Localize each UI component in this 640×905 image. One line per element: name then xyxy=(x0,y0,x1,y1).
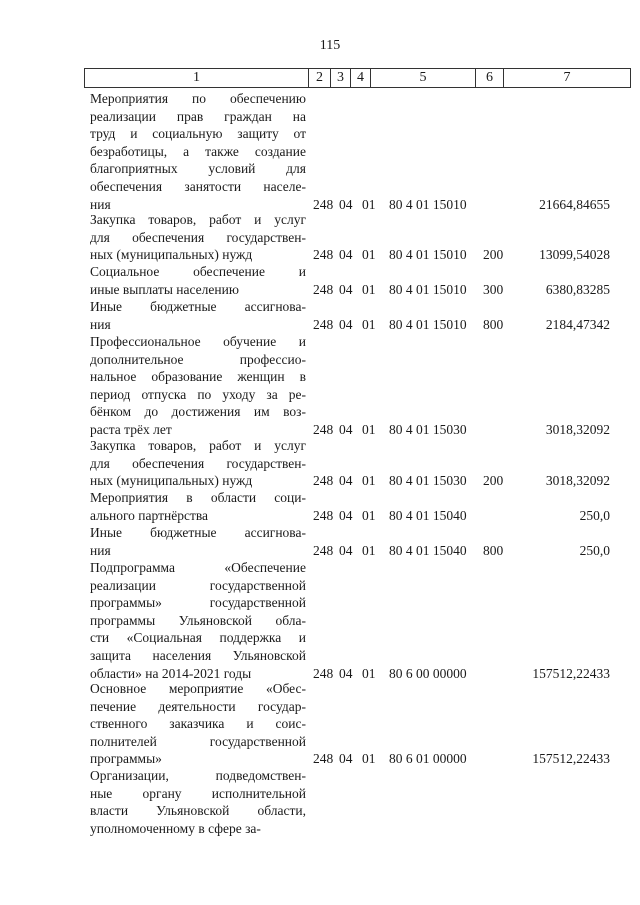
description-line: Мероприятия по обеспечению xyxy=(90,91,306,106)
cell-subsection: 01 xyxy=(362,507,376,523)
cell-target-article: 80 6 00 00000 xyxy=(389,665,467,681)
cell-grbs: 248 xyxy=(313,281,334,297)
cell-subsection: 01 xyxy=(362,316,376,332)
cell-target-article: 80 4 01 15040 xyxy=(389,542,467,558)
table-row xyxy=(0,90,640,213)
description-line: программы Ульяновской обла- xyxy=(90,612,306,628)
table-row xyxy=(0,333,640,439)
cell-grbs: 248 xyxy=(313,507,334,523)
description-line: труд и социальную защиту от xyxy=(90,126,306,142)
table-header xyxy=(84,68,631,88)
cell-target-article: 80 6 01 00000 xyxy=(389,751,467,767)
description-line: Подпрограмма «Обеспечение xyxy=(90,560,306,575)
description-line: Закупка товаров, работ и услуг xyxy=(90,212,306,227)
cell-section: 04 xyxy=(339,473,353,489)
cell-section: 04 xyxy=(339,281,353,297)
description-line: уполномоченному в сфере за- xyxy=(90,820,261,836)
description-line: власти Ульяновской области, xyxy=(90,803,306,819)
description-line: ния xyxy=(90,196,111,212)
description-line: реализации государственной xyxy=(90,577,306,593)
description-line: Мероприятия в области соци- xyxy=(90,490,306,505)
description-line: Закупка товаров, работ и услуг xyxy=(90,438,306,453)
description-line: реализации прав граждан на xyxy=(90,108,306,124)
table-row xyxy=(0,298,640,333)
cell-section: 04 xyxy=(339,751,353,767)
cell-target-article: 80 4 01 15040 xyxy=(389,507,467,523)
cell-section: 04 xyxy=(339,542,353,558)
cell-target-article: 80 4 01 15030 xyxy=(389,422,467,437)
cell-expense-type: 300 xyxy=(483,281,504,297)
table-row xyxy=(0,489,640,524)
header-col-1: 1 xyxy=(85,69,309,87)
header-col-4: 4 xyxy=(351,69,371,87)
cell-subsection: 01 xyxy=(362,422,376,437)
header-col-3: 3 xyxy=(331,69,351,87)
table-row xyxy=(0,437,640,490)
row-codes xyxy=(0,421,640,439)
cell-subsection: 01 xyxy=(362,542,376,558)
row-codes xyxy=(0,246,640,264)
cell-expense-type: 800 xyxy=(483,316,504,332)
row-codes xyxy=(0,472,640,490)
cell-amount: 13099,54028 xyxy=(539,247,610,263)
description-line: Профессиональное обучение и xyxy=(90,334,306,349)
description-line: Организации, подведомствен- xyxy=(90,768,306,783)
header-col-2: 2 xyxy=(309,69,331,87)
cell-target-article: 80 4 01 15010 xyxy=(389,196,467,212)
description-line: ственного заказчика и соис- xyxy=(90,716,306,732)
row-codes xyxy=(0,750,640,768)
description-line: иные выплаты населению xyxy=(90,281,239,297)
table-row xyxy=(0,524,640,559)
cell-amount: 157512,22433 xyxy=(532,751,610,767)
description-line: ные органу исполнительной xyxy=(90,785,306,801)
row-codes xyxy=(0,820,640,838)
row-codes xyxy=(0,316,640,334)
cell-grbs: 248 xyxy=(313,247,334,263)
cell-subsection: 01 xyxy=(362,473,376,489)
cell-amount: 2184,47342 xyxy=(545,316,610,332)
header-col-5: 5 xyxy=(371,69,476,87)
description-line: бёнком до достижения им воз- xyxy=(90,404,306,420)
description-line: для обеспечения государствен- xyxy=(90,455,306,471)
description-line: нальное образование женщин в xyxy=(90,369,306,385)
cell-subsection: 01 xyxy=(362,665,376,681)
cell-target-article: 80 4 01 15010 xyxy=(389,316,467,332)
cell-section: 04 xyxy=(339,196,353,212)
cell-amount: 6380,83285 xyxy=(545,281,610,297)
row-codes xyxy=(0,281,640,299)
description-line: программы» государственной xyxy=(90,595,306,611)
cell-amount: 21664,84655 xyxy=(539,196,610,212)
table-row xyxy=(0,767,640,837)
cell-amount: 157512,22433 xyxy=(532,665,610,681)
description-line: сти «Социальная поддержка и xyxy=(90,630,306,646)
cell-subsection: 01 xyxy=(362,247,376,263)
description-line: ния xyxy=(90,316,111,332)
cell-section: 04 xyxy=(339,665,353,681)
table-row xyxy=(0,559,640,682)
cell-section: 04 xyxy=(339,422,353,437)
cell-section: 04 xyxy=(339,316,353,332)
cell-target-article: 80 4 01 15030 xyxy=(389,473,467,489)
description-line: ных (муниципальных) нужд xyxy=(90,473,253,489)
cell-amount: 3018,32092 xyxy=(545,473,610,489)
cell-grbs: 248 xyxy=(313,422,334,437)
description-line: печение деятельности государ- xyxy=(90,698,306,714)
description-line: благоприятных условий для xyxy=(90,161,306,177)
description-line: раста трёх лет xyxy=(90,421,172,437)
cell-grbs: 248 xyxy=(313,751,334,767)
cell-target-article: 80 4 01 15010 xyxy=(389,247,467,263)
row-codes xyxy=(0,507,640,525)
description-line: полнителей государственной xyxy=(90,733,306,749)
cell-subsection: 01 xyxy=(362,196,376,212)
cell-target-article: 80 4 01 15010 xyxy=(389,281,467,297)
cell-grbs: 248 xyxy=(313,665,334,681)
description-line: безработицы, а также создание xyxy=(90,143,306,159)
cell-expense-type: 800 xyxy=(483,542,504,558)
description-line: дополнительное профессио- xyxy=(90,351,306,367)
table-row xyxy=(0,680,640,768)
page-number: 115 xyxy=(319,38,341,53)
description-line: Социальное обеспечение и xyxy=(90,264,306,279)
cell-amount: 3018,32092 xyxy=(545,422,610,437)
description-line: области» на 2014-2021 годы xyxy=(90,665,252,681)
description-line: Основное мероприятие «Обес- xyxy=(90,681,306,696)
cell-subsection: 01 xyxy=(362,281,376,297)
description-line: программы» xyxy=(90,751,162,767)
description-line: Иные бюджетные ассигнова- xyxy=(90,525,306,540)
description-line: для обеспечения государствен- xyxy=(90,229,306,245)
description-line: обеспечения занятости населе- xyxy=(90,178,306,194)
cell-amount: 250,0 xyxy=(579,542,610,558)
table-row xyxy=(0,263,640,298)
row-codes xyxy=(0,542,640,560)
cell-grbs: 248 xyxy=(313,196,334,212)
cell-grbs: 248 xyxy=(313,316,334,332)
cell-amount: 250,0 xyxy=(579,507,610,523)
description-line: ния xyxy=(90,542,111,558)
description-line: Иные бюджетные ассигнова- xyxy=(90,299,306,314)
cell-grbs: 248 xyxy=(313,542,334,558)
cell-section: 04 xyxy=(339,247,353,263)
description-line: период отпуска по уходу за ре- xyxy=(90,386,306,402)
description-line: ального партнёрства xyxy=(90,507,209,523)
description-line: защита населения Ульяновской xyxy=(90,647,306,663)
cell-subsection: 01 xyxy=(362,751,376,767)
cell-grbs: 248 xyxy=(313,473,334,489)
cell-expense-type: 200 xyxy=(483,247,504,263)
header-col-7: 7 xyxy=(563,70,571,85)
cell-section: 04 xyxy=(339,507,353,523)
description-line: ных (муниципальных) нужд xyxy=(90,247,253,263)
table-row xyxy=(0,211,640,264)
cell-expense-type: 200 xyxy=(483,473,504,489)
header-col-6: 6 xyxy=(476,69,504,87)
